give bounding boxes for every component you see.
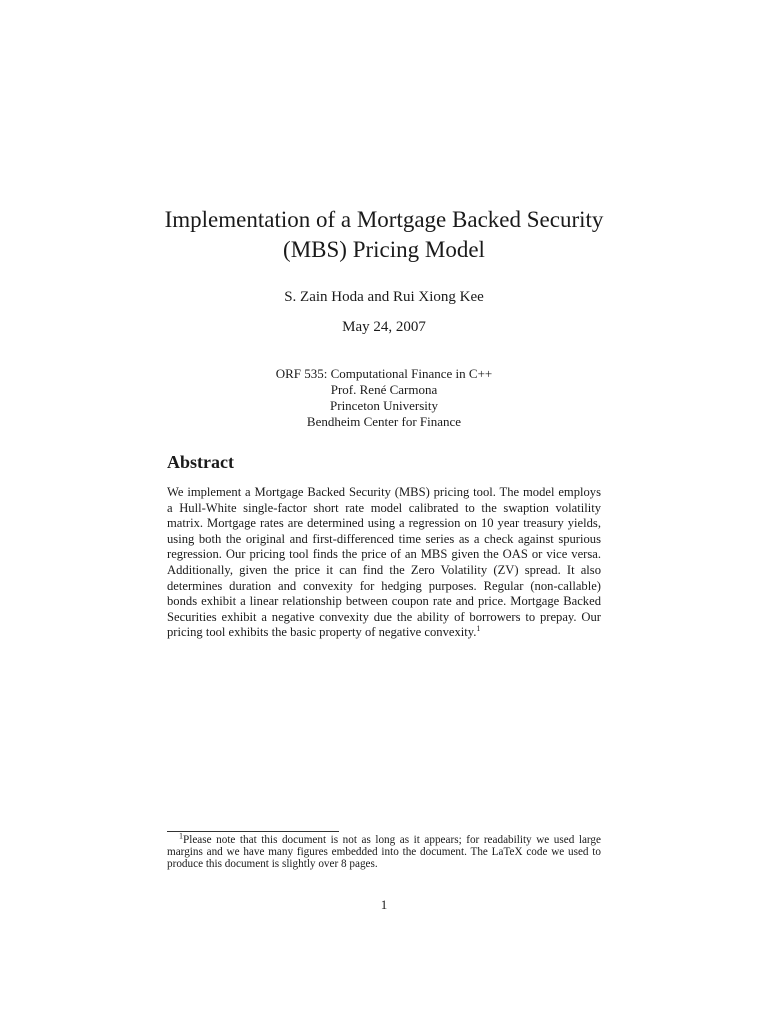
paper-title-line-2: (MBS) Pricing Model xyxy=(283,237,485,262)
page-number: 1 xyxy=(380,897,388,912)
abstract-body xyxy=(167,485,601,641)
abstract-footnote-mark[interactable]: 1 xyxy=(476,624,481,634)
affiliation-block xyxy=(100,366,668,430)
affiliation-center: Bendheim Center for Finance xyxy=(306,414,462,429)
publication-date: May 24, 2007 xyxy=(342,319,426,335)
affiliation-course: ORF 535: Computational Finance in C++ xyxy=(275,366,493,381)
authors: S. Zain Hoda and Rui Xiong Kee xyxy=(284,289,484,305)
affiliation-university: Princeton University xyxy=(330,398,438,413)
abstract-text: We implement a Mortgage Backed Security (MBS) pricing tool. The model employs a Hull-White single-factor short rate model calibrated to the swaption volatility matrix. Mortgage rates are determined using a regression on 10 year treasury yields, using both the original and first-differenced time series as a check against spurious regression. Our pricing tool finds the price of an MBS given the OAS or vice versa. Additionally, given the price it can find the Zero Volatility (ZV) spread. It also determines duration and convexity for hedging purposes. Regular (non-callable) bonds exhibit a linear relationship between coupon rate and price. Mortgage Backed Securities exhibit a negative convexity due the ability of borrowers to prepay. Our pricing tool exhibits the basic property of negative convexity. xyxy=(167,485,601,640)
footnote xyxy=(167,831,601,870)
footnote-mark: 1 xyxy=(179,831,183,841)
affiliation-professor: Prof. René Carmona xyxy=(330,382,438,397)
paper-title-line-1: Implementation of a Mortgage Backed Security xyxy=(164,207,604,232)
footnote-text: Please note that this document is not as long as it appears; for readability we used large margins and we have many figures embedded into the document. The LaTeX code we used to produce this document is slightly over 8 pages. xyxy=(167,834,601,870)
paper-title xyxy=(100,205,668,265)
abstract-heading: Abstract xyxy=(167,452,234,472)
footnote-rule xyxy=(167,831,339,832)
